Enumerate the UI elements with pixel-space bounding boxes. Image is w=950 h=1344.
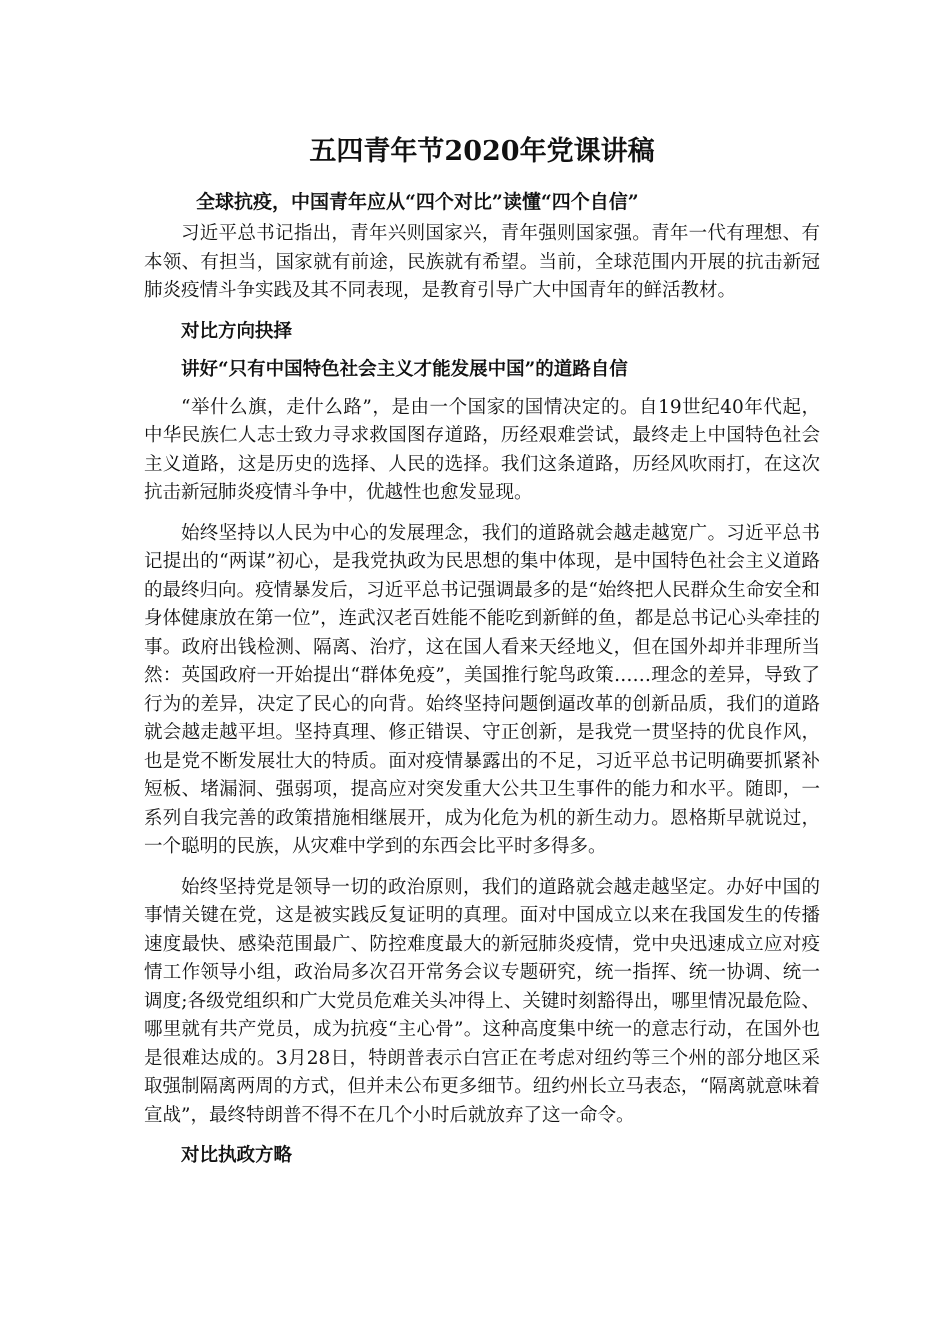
section-heading-governance: 对比执政方略: [181, 1145, 293, 1166]
intro-paragraph: 习近平总书记指出，青年兴则国家兴，青年强则国家强。青年一代有理想、有本领、有担当，国家就有前途，民族就有希望。当前，全球范围内开展的抗击新冠肺炎疫情斗争实践及其不同表现，是教育引导广大中国青年的鲜活教材。: [144, 223, 820, 301]
paragraph-party-leadership: 始终坚持党是领导一切的政治原则，我们的道路就会越走越坚定。办好中国的事情关键在党，这是被实践反复证明的真理。面对中国成立以来在我国发生的传播速度最快、感染范围最广、防控难度最大的新冠肺炎疫情，党中央迅速成立应对疫情工作领导小组，政治局多次召开常务会议专题研究，统一指挥、统一协调、统一调度;各级党组织和广大党员危难关头冲得上、关键时刻豁得出，哪里情况最危险、哪里就有共产党员，成为抗疫“主心骨”。这种高度集中统一的意志行动，在国外也是很难达成的。3月28日，特朗普表示白宫正在考虑对纽约等三个州的部分地区采取强制隔离两周的方式，但并未公布更多细节。纽约州长立马表态，“隔离就意味着宣战”，最终特朗普不得不在几个小时后就放弃了这一命令。: [144, 876, 820, 1126]
document-page: [144, 128, 820, 1180]
paragraph-flag-and-road: “举什么旗，走什么路”，是由一个国家的国情决定的。自19世纪40年代起，中华民族仁人志士致力寻求救国图存道路，历经艰难尝试，最终走上中国特色社会主义道路，这是历史的选择、人民的选择。我们这条道路，历经风吹雨打，在这次抗击新冠肺炎疫情斗争中，优越性也愈发显现。: [144, 396, 820, 503]
document-title: 五四青年节2020年党课讲稿: [309, 136, 655, 167]
document-subtitle: 全球抗疫，中国青年应从“四个对比”读懂“四个自信”: [196, 191, 639, 213]
paragraph-people-centered: 始终坚持以人民为中心的发展理念，我们的道路就会越走越宽广。习近平总书记提出的“两谋”初心，是我党执政为民思想的集中体现，是中国特色社会主义道路的最终归向。疫情暴发后，习近平总书记强调最多的是“始终把人民群众生命安全和身体健康放在第一位”，连武汉老百姓能不能吃到新鲜的鱼，都是总书记心头牵挂的事。政府出钱检测、隔离、治疗，这在国人看来天经地义，但在国外却并非理所当然：英国政府一开始提出“群体免疫”，美国推行鸵鸟政策……理念的差异，导致了行为的差异，决定了民心的向背。始终坚持问题倒逼改革的创新品质，我们的道路就会越走越平坦。坚持真理、修正错误、守正创新，是我党一贯坚持的优良作风，也是党不断发展壮大的特质。面对疫情暴露出的不足，习近平总书记明确要抓紧补短板、堵漏洞、强弱项，提高应对突发重大公共卫生事件的能力和水平。随即，一系列自我完善的政策措施相继展开，成为化危为机的新生动力。恩格斯早就说过，一个聪明的民族，从灾难中学到的东西会比平时多得多。: [144, 522, 820, 857]
section-subheading-road-confidence: 讲好“只有中国特色社会主义才能发展中国”的道路自信: [181, 358, 628, 380]
section-heading-direction: 对比方向抉择: [181, 320, 293, 342]
